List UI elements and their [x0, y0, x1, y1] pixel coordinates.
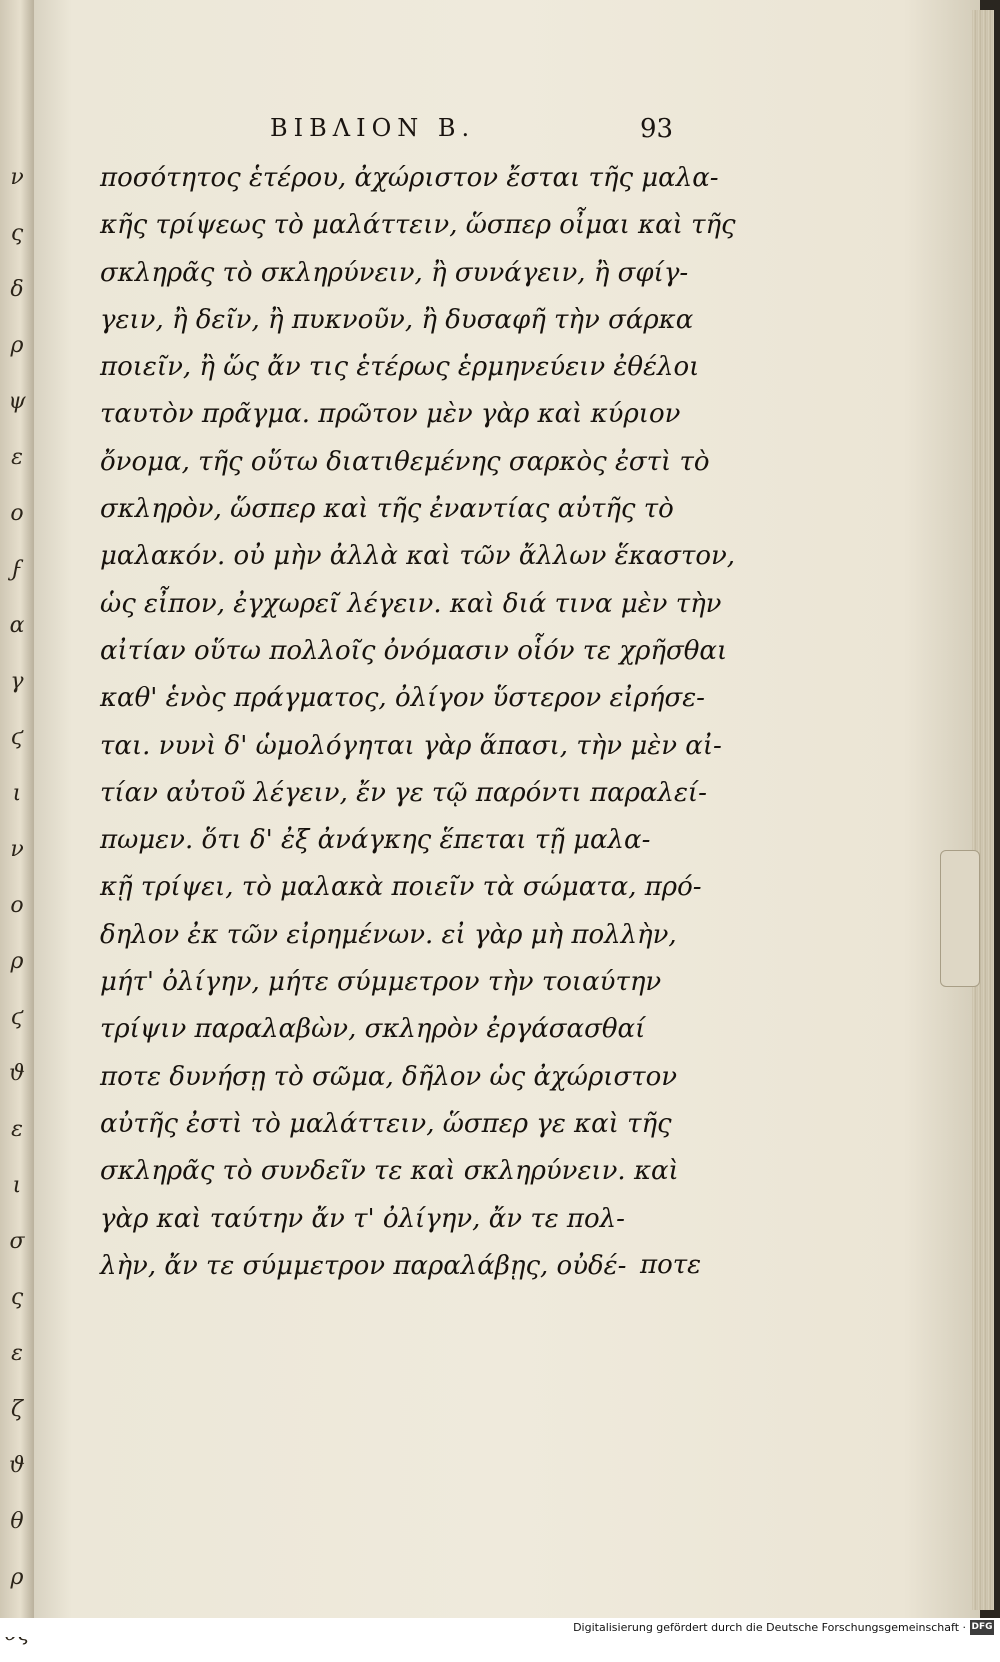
margin-mark: ι: [12, 1173, 22, 1198]
facing-page-edge: [0, 0, 34, 1618]
greek-text-block: [100, 155, 736, 1290]
margin-mark: ε: [11, 1117, 23, 1142]
text-line: αὐτῆς ἐστὶ τὸ μαλάττειν, ὥσπερ γε καὶ τῆς: [100, 1108, 672, 1139]
margin-mark: ϑ: [9, 1061, 25, 1086]
margin-mark: ψ: [8, 389, 26, 414]
margin-mark: ϑ: [9, 1453, 25, 1478]
running-head: ΒΙΒΛΙΟΝ Β.: [270, 114, 476, 142]
margin-mark: ν: [10, 837, 24, 862]
margin-mark: ϛ: [10, 1005, 24, 1030]
text-line: αἰτίαν οὕτω πολλοῖς ὀνόμασιν οἷόν τε χρῆσθαι: [100, 635, 728, 666]
digitization-footer: [0, 1618, 1000, 1637]
margin-mark: ς: [10, 1285, 24, 1310]
text-line: ταυτὸν πρᾶγμα. πρῶτον μὲν γὰρ καὶ κύριον: [100, 399, 681, 430]
margin-mark: ο: [10, 501, 24, 526]
text-line: ποσότητος ἑτέρου, ἀχώριστον ἔσται τῆς μαλα-: [100, 163, 719, 193]
bookmark-tab: [940, 850, 980, 987]
margin-mark: γ: [10, 669, 24, 694]
page-edges: [972, 10, 994, 1610]
text-line: λὴν, ἄν τε σύμμετρον παραλάβῃς, οὐδέ-: [100, 1250, 627, 1281]
text-line: τίαν αὐτοῦ λέγειν, ἔν γε τῷ παρόντι παραλεί-: [100, 777, 707, 808]
text-line: μαλακόν. οὐ μὴν ἀλλὰ καὶ τῶν ἄλλων ἕκαστον,: [100, 541, 736, 572]
text-line: καθ' ἑνὸς πράγματος, ὀλίγον ὕστερον εἰρήσε-: [100, 683, 705, 714]
text-line: ποιεῖν, ἢ ὥς ἄν τις ἑτέρως ἑρμηνεύειν ἐθέλοι: [100, 352, 700, 383]
margin-mark: ρ: [10, 333, 24, 358]
text-line: κῇ τρίψει, τὸ μαλακὰ ποιεῖν τὰ σώματα, πρό-: [100, 872, 702, 903]
margin-mark: ν: [10, 165, 24, 190]
margin-mark: θ: [10, 1509, 24, 1534]
text-line: γειν, ἢ δεῖν, ἢ πυκνοῦν, ἢ δυσαφῆ τὴν σάρκα: [100, 304, 694, 335]
margin-mark: δ: [10, 277, 24, 302]
margin-mark: ζ: [11, 1397, 23, 1422]
text-line: πωμεν. ὅτι δ' ἐξ ἀνάγκης ἕπεται τῇ μαλα-: [100, 825, 651, 856]
page-number: 93: [640, 114, 674, 144]
text-line: δηλον ἐκ τῶν εἰρημένων. εἰ γὰρ μὴ πολλὴν,: [100, 919, 677, 950]
margin-mark: α: [9, 613, 25, 638]
text-line: ποτε δυνήσῃ τὸ σῶμα, δῆλον ὡς ἀχώριστον: [100, 1061, 678, 1092]
margin-mark: ρ: [10, 1565, 24, 1590]
text-line: σκληρᾶς τὸ σκληρύνειν, ἢ συνάγειν, ἢ σφίγ-: [100, 257, 689, 288]
text-line: μήτ' ὀλίγην, μήτε σύμμετρον τὴν τοιαύτην: [100, 967, 662, 998]
text-line: σκληρὸν, ὥσπερ καὶ τῆς ἐναντίας αὐτῆς τὸ: [100, 494, 674, 525]
margin-mark: ο: [10, 893, 24, 918]
facing-page-margin-marks: [2, 150, 32, 1662]
text-line: κῆς τρίψεως τὸ μαλάττειν, ὥσπερ οἶμαι καὶ τῆς: [100, 210, 736, 241]
text-line: ὄνομα, τῆς οὕτω διατιθεμένης σαρκὸς ἐστὶ τὸ: [100, 446, 710, 477]
margin-mark: ς: [10, 221, 24, 246]
margin-mark: ε: [11, 1341, 23, 1366]
text-line: ται. νυνὶ δ' ὡμολόγηται γὰρ ἅπασι, τὴν μὲν αἰ-: [100, 730, 722, 761]
catchword: ποτε: [640, 1250, 702, 1280]
text-line: τρίψιν παραλαβὼν, σκληρὸν ἐργάσασθαί: [100, 1014, 646, 1045]
dfg-logo: DFG: [970, 1620, 994, 1635]
text-line: σκληρᾶς τὸ συνδεῖν τε καὶ σκληρύνειν. καὶ: [100, 1156, 679, 1187]
margin-mark: ρ: [10, 949, 24, 974]
margin-mark: ϛ: [10, 725, 24, 750]
text-line: γὰρ καὶ ταύτην ἄν τ' ὀλίγην, ἄν τε πολ-: [100, 1203, 625, 1234]
margin-mark: σ: [9, 1229, 25, 1254]
margin-mark: ϝ: [11, 557, 23, 582]
margin-mark: ι: [12, 781, 22, 806]
text-line: ὡς εἶπον, ἐγχωρεῖ λέγειν. καὶ διά τινα μὲν τὴν: [100, 588, 722, 619]
funding-credit: Digitalisierung gefördert durch die Deutsche Forschungsgemeinschaft ·: [573, 1621, 966, 1634]
margin-mark: ɛ: [11, 445, 23, 470]
